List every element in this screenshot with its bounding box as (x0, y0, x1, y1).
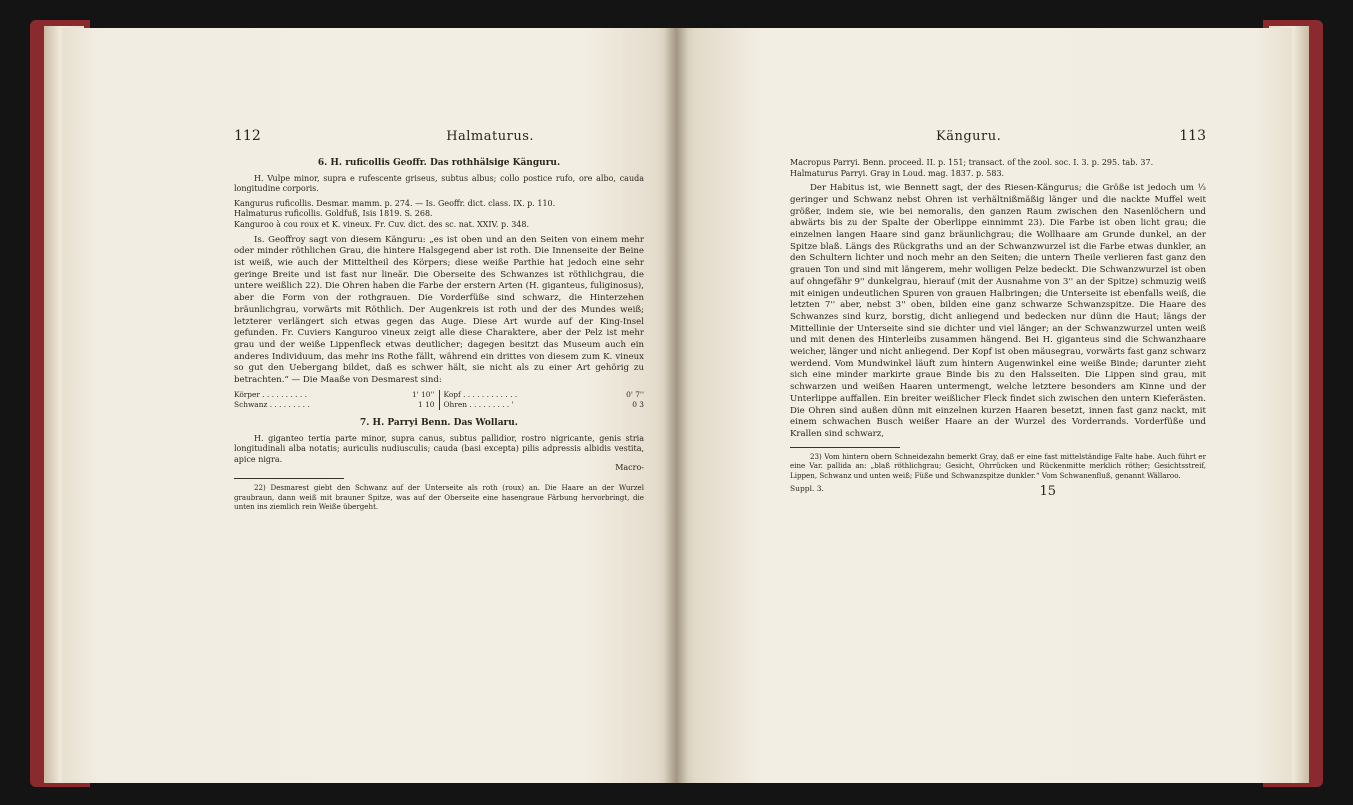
right-page (676, 28, 1292, 783)
left-page-header (234, 128, 644, 144)
synonym-list (790, 158, 1206, 179)
body-paragraph: Is. Geoffroy sagt von diesem Känguru: „es ist oben und an den Seiten von einem mehr oder minder röthlichen Grau, die hintere Halsgegend aber ist roth. Die Innenseite der Beine ist weiß, wie auch der Mitteltheil des Körpers; diese weiße Parthie hat jedoch eine sehr geringe Breite und ist fast nur lineär. Die Oberseite des Schwanzes ist röthlichgrau, die untere weißlich 22). Die Ohren haben die Farbe der erstern Arten (H. giganteus, fuliginosus), aber die Form von der rothgrauen. Die Vorderfüße sind schwarz, die Hinterzehen bräunlichgrau, vorwärts mit Röthlich. Der Augenkreis ist roth und der des Mundes weiß; letzterer verlängert sich etwas gegen das Auge. Diese Art wurde auf der King-Insel gefunden. Fr. Cuviers Kanguroo vineux zeigt alle diese Charaktere, aber der Pelz ist mehr grau und der weiße Lippenfleck etwas deutlicher; dagegen besitzt das Museum auch ein anderes Individuum, das mehr ins Rothe fällt, während ein drittes von diesem zum K. vineux so gut den Uebergang bildet, daß es schwer hält, sie nicht als zu einer Art gehörig zu betrachten.“ — Die Maaße von Desmarest sind: (234, 234, 644, 386)
right-page-column (790, 128, 1206, 499)
page-number: 113 (1179, 128, 1206, 144)
synonym-list (234, 199, 644, 231)
measurements-table (234, 390, 644, 410)
measurement-value: 1' 10'' (411, 389, 435, 399)
footnote: 22) Desmarest giebt den Schwanz auf der Unterseite als roth (roux) an. Die Haare an der Wurzel graubraun, dann weiß mit brauner Spitze, was auf der Oberseite eine hasengraue Färbung hervorbringt, die unten ins ziemlich rein Weiße übergeht. (234, 483, 644, 512)
latin-diagnosis: H. Vulpe minor, supra e rufescente griseus, subtus albus; collo postice rufo, ore albo, cauda longitudine corporis. (234, 173, 644, 194)
latin-diagnosis: H. giganteo tertia parte minor, supra canus, subtus pallidior, rostro nigricante, genis stria longitudinali alba notatis; auriculis nudiusculis; cauda (basi excepta) pilis adpressis albidis vestita, apice nigra. (234, 433, 644, 464)
measurement-label: Körper . . . . . . . . . . (234, 389, 307, 399)
measurement-value: 0' 7'' (626, 389, 644, 399)
running-title: Halmaturus. (446, 129, 534, 144)
measurement-label: Schwanz . . . . . . . . . (234, 399, 310, 409)
synonym-entry: Halmaturus Parryi. Gray in Loud. mag. 1837. p. 583. (790, 168, 1005, 178)
footnote-rule (234, 478, 344, 479)
left-page-column (234, 128, 644, 512)
measurement-label: Ohren . . . . . . . . . ' (443, 399, 514, 409)
catchword: Macro- (615, 463, 644, 473)
measurement-label: Kopf . . . . . . . . . . . . (443, 389, 518, 399)
right-page-header (790, 128, 1206, 144)
measurements-column (440, 390, 645, 410)
measurement-row (444, 400, 645, 410)
measurement-value: 0 3 (632, 399, 644, 409)
body-paragraph: Der Habitus ist, wie Bennett sagt, der des Riesen-Kängurus; die Größe ist jedoch um ⅓ geringer und Schwanz nebst Ohren ist verhältnißmäßig länger und die nackte Muffel weit größer, indem sie, wie bei nemoralis, den ganzen Raum zwischen den Nasenlöchern und abwärts bis zu der Spalte der Oberlippe einnimmt 23). Die Farbe ist oben licht grau; die einzelnen langen Haare sind ganz bräunlichgrau; die Wollhaare am Grunde dunkel, an der Spitze blaß. Längs des Rückgraths und an der Schwanzwurzel ist die Farbe etwas dunkler, an den Schultern lichter und noch mehr an den Seiten; die untern Theile verlieren fast ganz den grauen Ton und sind mit längerem, mehr wolligen Pelze bedeckt. Die Schwanzwurzel ist oben auf ohngefähr 9'' dunkelgrau, hierauf (mit der Ausnahme von 3'' an der Spitze) schmuzig weiß mit einigen undeutlichen Spuren von grauen Halbringen; die Unterseite ist ebenfalls weiß, die letzten 7'' aber, nebst 3'' oben, bilden eine ganz schwarze Schwanzspitze. Die Haare des Schwanzes sind kurz, borstig, dicht anliegend und bedecken nur dünn die Haut; längs der Mittellinie der Unterseite sind sie dichter und viel länger; an der Schwanzwurzel unten weiß und mit denen des Hinterleibs zusammen hängend. Bei H. giganteus sind die Schwanzhaare weicher, länger und nicht anliegend. Der Kopf ist oben mäusegrau, vorwärts fast ganz schwarz werdend. Vom Mundwinkel läuft zum hintern Augenwinkel eine weiße Binde; darunter zieht sich eine minder markirte graue Binde bis zu den Halsseiten. Die Lippen sind grau, mit schwarzen und weißen Haaren untermengt, welche letztere besonders am Kinne und der Unterlippe auffallen. Ein breiter weißlicher Fleck findet sich zwischen den untern Kieferästen. Die Ohren sind außen dünn mit einzelnen kurzen Haaren besetzt, innen fast ganz nackt, mit einem schwachen Busch weißer Haare an der Wurzel des Vorderrands. Vorderfüße und Krallen sind schwarz, (790, 183, 1206, 439)
measurement-value: 1 10 (418, 399, 435, 409)
footnote: 23) Vom hintern obern Schneidezahn bemerkt Gray, daß er eine fast mittelständige Falte habe. Auch führt er eine Var. pallida an: „blaß röthlichgrau; Gesicht, Ohrrücken und Rückenmitte merklich röther; Gesichtsstreif, Lippen, Schwanz und unten weiß; Füße und Schwanzspitze dunkler.“ Vom Schwanenfluß, genannt Wällaroo. (790, 451, 1206, 480)
section-heading: 7. H. Parryi Benn. Das Wollaru. (360, 417, 518, 428)
measurement-row (234, 400, 435, 410)
running-title: Känguru. (936, 129, 1002, 144)
synonym-entry: Macropus Parryi. Benn. proceed. II. p. 151; transact. of the zool. soc. I. 3. p. 295. tab. 37. (790, 158, 1154, 167)
section-heading: 6. H. ruficollis Geoffr. Das rothhälsige Känguru. (317, 158, 561, 168)
page-number: 112 (234, 128, 261, 144)
measurement-row (234, 390, 435, 400)
left-page (62, 28, 676, 783)
measurements-column (234, 390, 440, 410)
synonym-entry: Halmaturus ruficollis. Goldfuß, Isis 1819. S. 268. (234, 209, 433, 219)
synonym-entry: Kangurus ruficollis. Desmar. mamm. p. 274. — Is. Geoffr. dict. class. IX. p. 110. (234, 198, 556, 208)
measurement-row (444, 390, 645, 400)
book-gutter (664, 28, 688, 783)
footnote-rule (790, 447, 900, 448)
synonym-entry: Kanguroo à cou roux et K. vineux. Fr. Cuv. dict. des sc. nat. XXIV. p. 348. (234, 220, 529, 230)
sheet-number: 15 (1039, 484, 1056, 500)
signature-mark: Suppl. 3. (790, 484, 824, 494)
signature-line (790, 484, 1206, 499)
